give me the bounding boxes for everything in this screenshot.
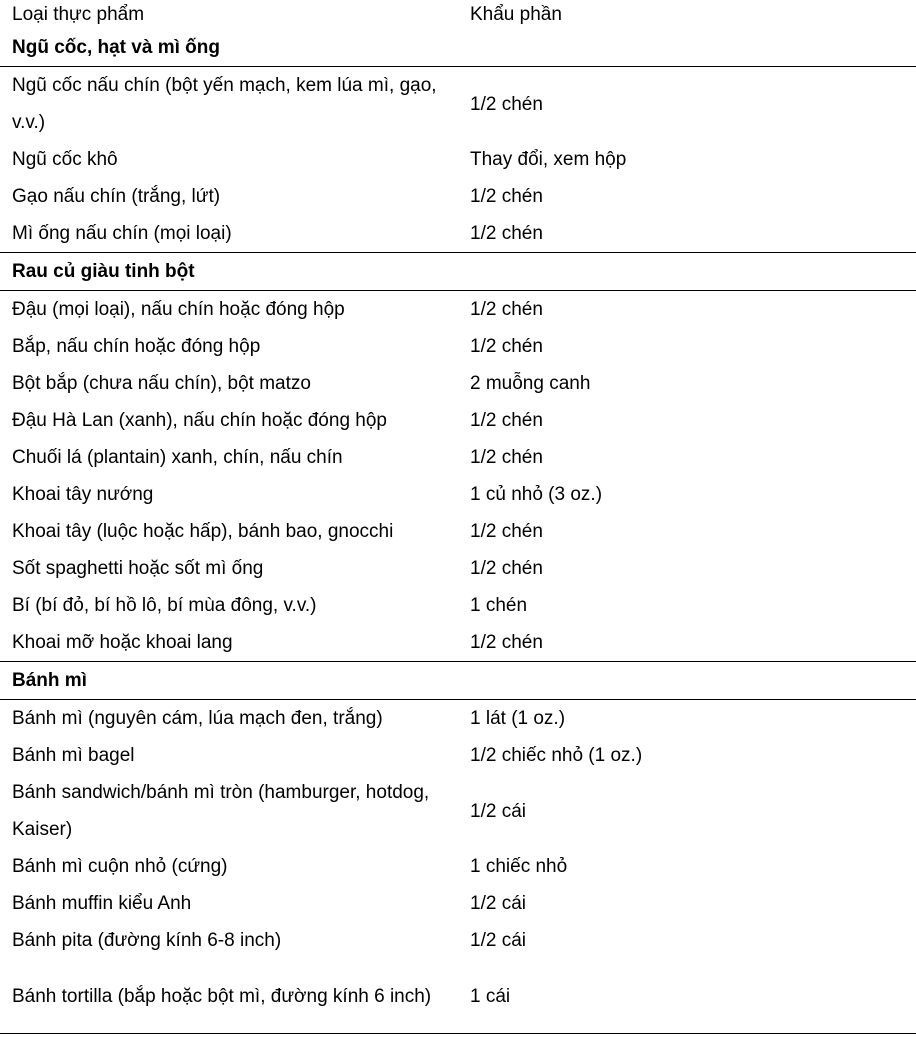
table-row <box>0 178 916 215</box>
food-name: Bánh mì cuộn nhỏ (cứng) <box>12 856 228 877</box>
food-name: Bánh mì (nguyên cám, lúa mạch đen, trắng) <box>12 708 383 729</box>
portion-value: 1/2 chiếc nhỏ (1 oz.) <box>458 737 916 774</box>
food-name: Khoai tây (luộc hoặc hấp), bánh bao, gnocchi <box>12 521 394 542</box>
portion-value: 1/2 chén <box>458 624 916 662</box>
portion-value: 1/2 cái <box>458 885 916 922</box>
food-name: Bột bắp (chưa nấu chín), bột matzo <box>12 373 311 394</box>
portion-value: 1/2 chén <box>458 67 916 142</box>
food-name: Bánh pita (đường kính 6-8 inch) <box>12 930 282 951</box>
portion-value: 1/2 chén <box>458 215 916 253</box>
section-header <box>0 662 916 700</box>
portion-value: 1/2 chén <box>458 328 916 365</box>
table-row <box>0 550 916 587</box>
portion-value: 1/2 chén <box>458 402 916 439</box>
table-row <box>0 737 916 774</box>
food-name: Bí (bí đỏ, bí hồ lô, bí mùa đông, v.v.) <box>12 595 317 616</box>
food-name: Bánh tortilla (bắp hoặc bột mì, đường kính 6 inch) <box>0 959 458 1034</box>
table-row <box>0 328 916 365</box>
table-row <box>0 439 916 476</box>
food-name: Ngũ cốc nấu chín (bột yến mạch, kem lúa mì, gạo, v.v.) <box>12 75 437 133</box>
portion-value: 1 cái <box>458 959 916 1034</box>
portion-value: 1/2 chén <box>458 291 916 329</box>
header-food-type: Loại thực phẩm <box>12 4 145 25</box>
food-name: Gạo nấu chín (trắng, lứt) <box>12 186 221 207</box>
food-name: Khoai mỡ hoặc khoai lang <box>12 632 233 653</box>
portion-value: 1 củ nhỏ (3 oz.) <box>458 476 916 513</box>
portion-value: 1/2 chén <box>458 550 916 587</box>
table-row <box>0 848 916 885</box>
table-row <box>0 885 916 922</box>
table-row <box>0 215 916 253</box>
portion-value: 1/2 chén <box>458 178 916 215</box>
food-name: Sốt spaghetti hoặc sốt mì ống <box>12 558 264 579</box>
portion-value: 1/2 cái <box>458 922 916 959</box>
table-row <box>0 959 916 1034</box>
portion-value: 1 chén <box>458 587 916 624</box>
table-row <box>0 67 916 142</box>
food-name: Đậu Hà Lan (xanh), nấu chín hoặc đóng hộp <box>12 410 387 431</box>
food-name: Bánh muffin kiểu Anh <box>12 893 192 914</box>
food-name: Bắp, nấu chín hoặc đóng hộp <box>12 336 261 357</box>
section-title: Rau củ giàu tinh bột <box>0 253 916 291</box>
table-row <box>0 141 916 178</box>
food-name: Bánh sandwich/bánh mì tròn (hamburger, hotdog, Kaiser) <box>12 782 430 840</box>
table-row <box>0 624 916 662</box>
table-row <box>0 513 916 550</box>
table-row <box>0 587 916 624</box>
food-name: Chuối lá (plantain) xanh, chín, nấu chín <box>12 447 343 468</box>
portion-value: 1 lát (1 oz.) <box>458 700 916 738</box>
portion-value: 1 chiếc nhỏ <box>458 848 916 885</box>
food-name: Mì ống nấu chín (mọi loại) <box>12 223 232 244</box>
food-name: Đậu (mọi loại), nấu chín hoặc đóng hộp <box>12 299 345 320</box>
section-title: Ngũ cốc, hạt và mì ống <box>0 29 916 67</box>
portion-value: 2 muỗng canh <box>458 365 916 402</box>
table-row <box>0 402 916 439</box>
food-name: Khoai tây nướng <box>12 484 154 505</box>
section-title: Bánh mì <box>0 662 916 700</box>
table-row <box>0 774 916 848</box>
food-name: Ngũ cốc khô <box>12 149 118 170</box>
table-header-row <box>0 0 916 29</box>
table-row <box>0 476 916 513</box>
food-name: Bánh mì bagel <box>12 745 135 766</box>
table-row <box>0 291 916 329</box>
table-row <box>0 922 916 959</box>
section-header <box>0 29 916 67</box>
table-row <box>0 365 916 402</box>
section-header <box>0 253 916 291</box>
portion-value: Thay đổi, xem hộp <box>458 141 916 178</box>
portion-value: 1/2 chén <box>458 513 916 550</box>
table-row <box>0 700 916 738</box>
header-portion: Khẩu phần <box>458 0 916 29</box>
portion-value: 1/2 cái <box>458 774 916 848</box>
portion-value: 1/2 chén <box>458 439 916 476</box>
